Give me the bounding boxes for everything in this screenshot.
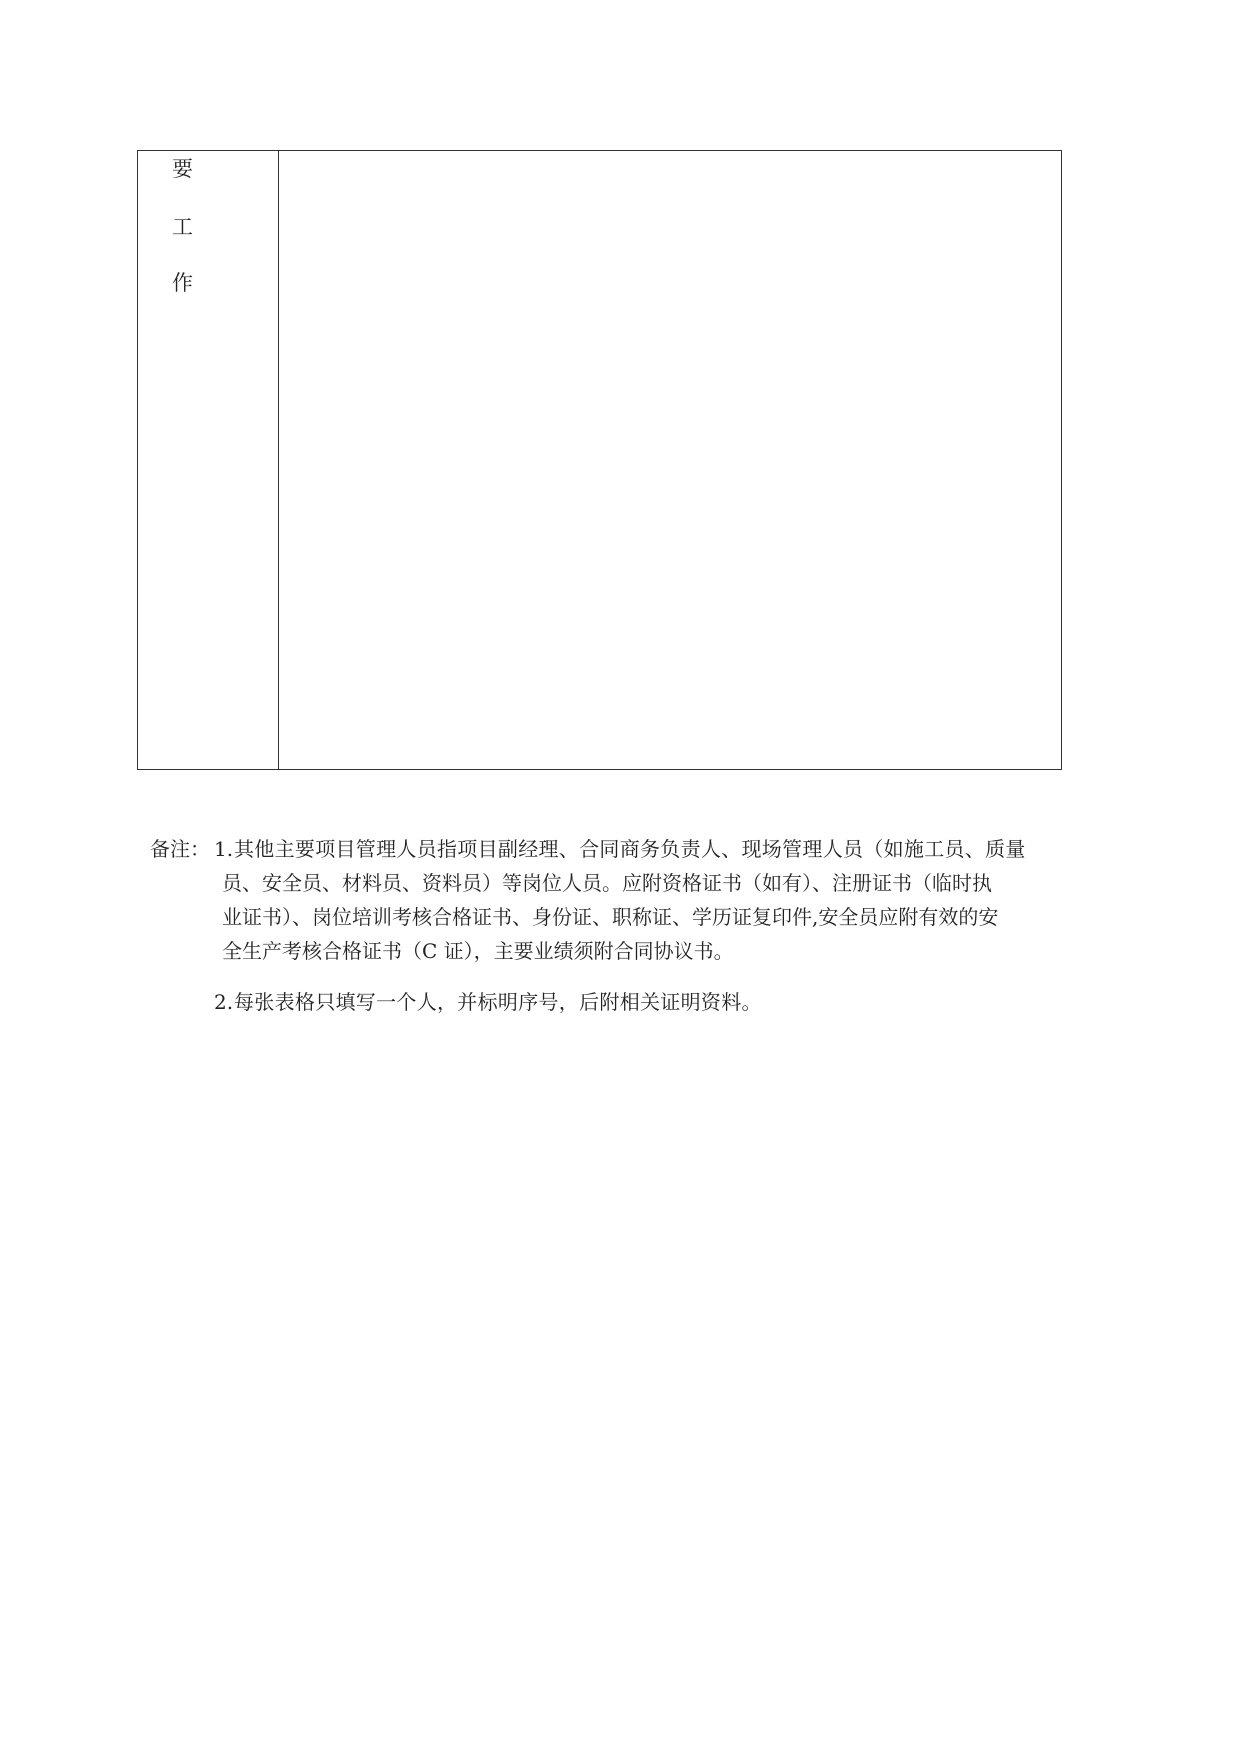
remark-number-2: 2. (214, 990, 234, 1014)
remarks-section (150, 832, 1085, 1019)
label-char-2: 工 (172, 215, 193, 239)
remark-item-1 (150, 832, 1085, 866)
remark-item-2 (150, 985, 1085, 1019)
remark-line: 业证书）、岗位培训考核合格证书、身份证、职称证、学历证复印件,安全员应附有效的安 (222, 905, 999, 929)
work-experience-table (137, 150, 1062, 770)
remark-continuation (150, 866, 1085, 968)
table-label-cell (138, 151, 279, 769)
remark-line: 其他主要项目管理人员指项目副经理、合同商务负责人、现场管理人员（如施工员、质量 (234, 837, 1026, 861)
remark-line: 员、安全员、材料员、资料员）等岗位人员。应附资格证书（如有）、注册证书（临时执 (222, 871, 992, 895)
label-char-3: 作 (172, 271, 193, 295)
remark-number-1: 1. (214, 837, 234, 861)
remarks-prefix: 备注： (150, 837, 210, 861)
remark-line: 全生产考核合格证书（C 证），主要业绩须附合同协议书。 (222, 939, 734, 963)
remark-text-2: 每张表格只填写一个人，并标明序号，后附相关证明资料。 (234, 990, 762, 1014)
table-content-cell[interactable] (279, 151, 1061, 769)
remark-text-1 (234, 832, 1085, 866)
label-char-1: 要 (172, 157, 193, 181)
